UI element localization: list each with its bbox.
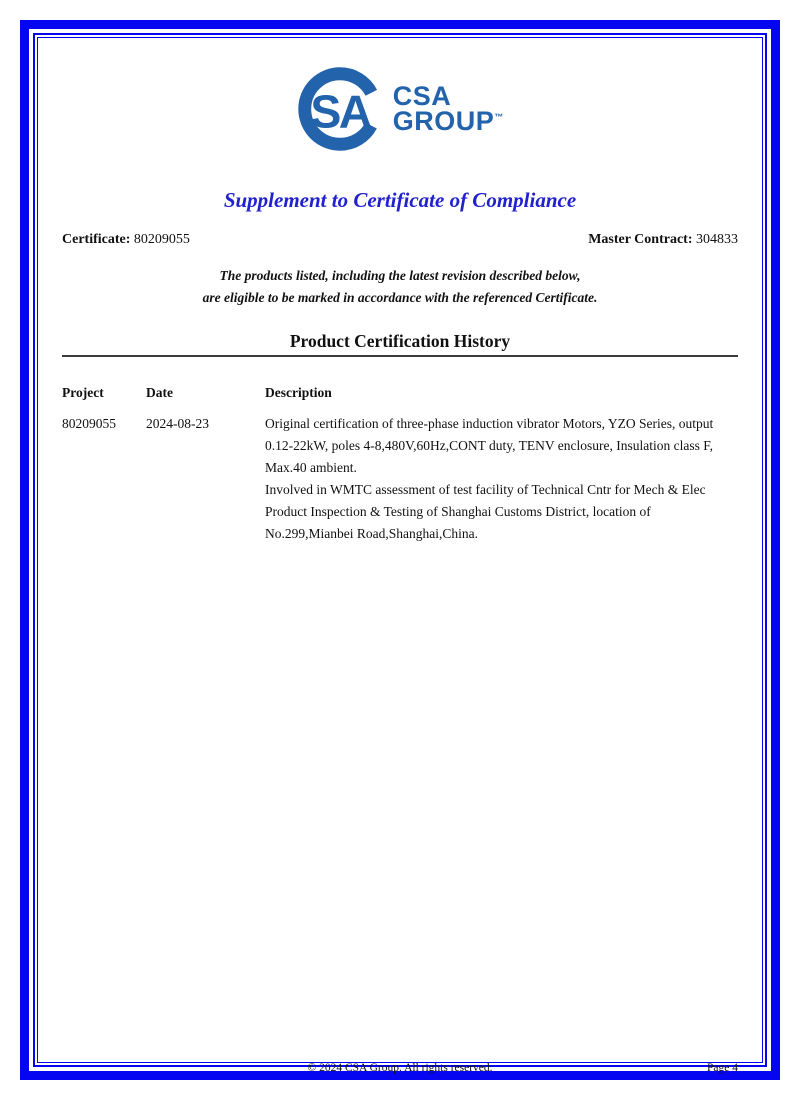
certificate-number [62,232,190,248]
column-header-project: Project [62,384,104,400]
notice-line-2: are eligible to be marked in accordance with the referenced Certificate. [202,290,598,306]
page-footer [62,1062,738,1074]
column-header-date: Date [146,384,173,400]
csa-monogram-icon [297,66,383,152]
certificate-value: 80209055 [133,232,190,247]
document-title: Supplement to Certificate of Compliance [223,188,577,212]
page-number: Page 4 [707,1062,738,1074]
description-paragraph-1: Original certification of three-phase induction vibrator Motors, YZO Series, output 0.12-22kW, poles 4-8,480V,60Hz,CONT duty, TENV enclosure, Insulation class F, Max.40 ambient. [265,415,714,475]
master-contract [588,232,738,248]
wordmark-line1: CSA [392,80,452,111]
page-content [40,40,760,1060]
csa-wordmark [392,80,504,136]
wordmark-line2: GROUP™ [392,106,504,136]
table-row-description [265,413,738,545]
column-header-description: Description [265,384,332,400]
master-contract-label: Master Contract: [588,232,693,247]
trademark-symbol: ™ [494,112,504,122]
certificate-label: Certificate: [62,232,131,247]
csa-monogram-letters: SA [310,85,370,138]
certification-history-table [62,382,738,545]
notice-line-1: The products listed, including the latest revision described below, [219,268,581,283]
history-section-header [62,331,738,357]
master-contract-value: 304833 [696,232,738,247]
copyright-text: © 2024 CSA Group. All rights reserved. [307,1062,493,1074]
eligibility-notice [62,265,738,310]
table-row-project: 80209055 [62,415,116,431]
csa-group-logo [62,66,738,152]
table-row-date: 2024-08-23 [146,415,209,431]
section-divider [62,355,738,357]
description-paragraph-2: Involved in WMTC assessment of test facility of Technical Cntr for Mech & Elec Product Inspection & Testing of Shanghai Customs District, location of No.299,Mianbei Road,Shanghai,China. [265,481,706,541]
section-heading: Product Certification History [289,330,511,351]
certificate-info-row [62,232,738,248]
